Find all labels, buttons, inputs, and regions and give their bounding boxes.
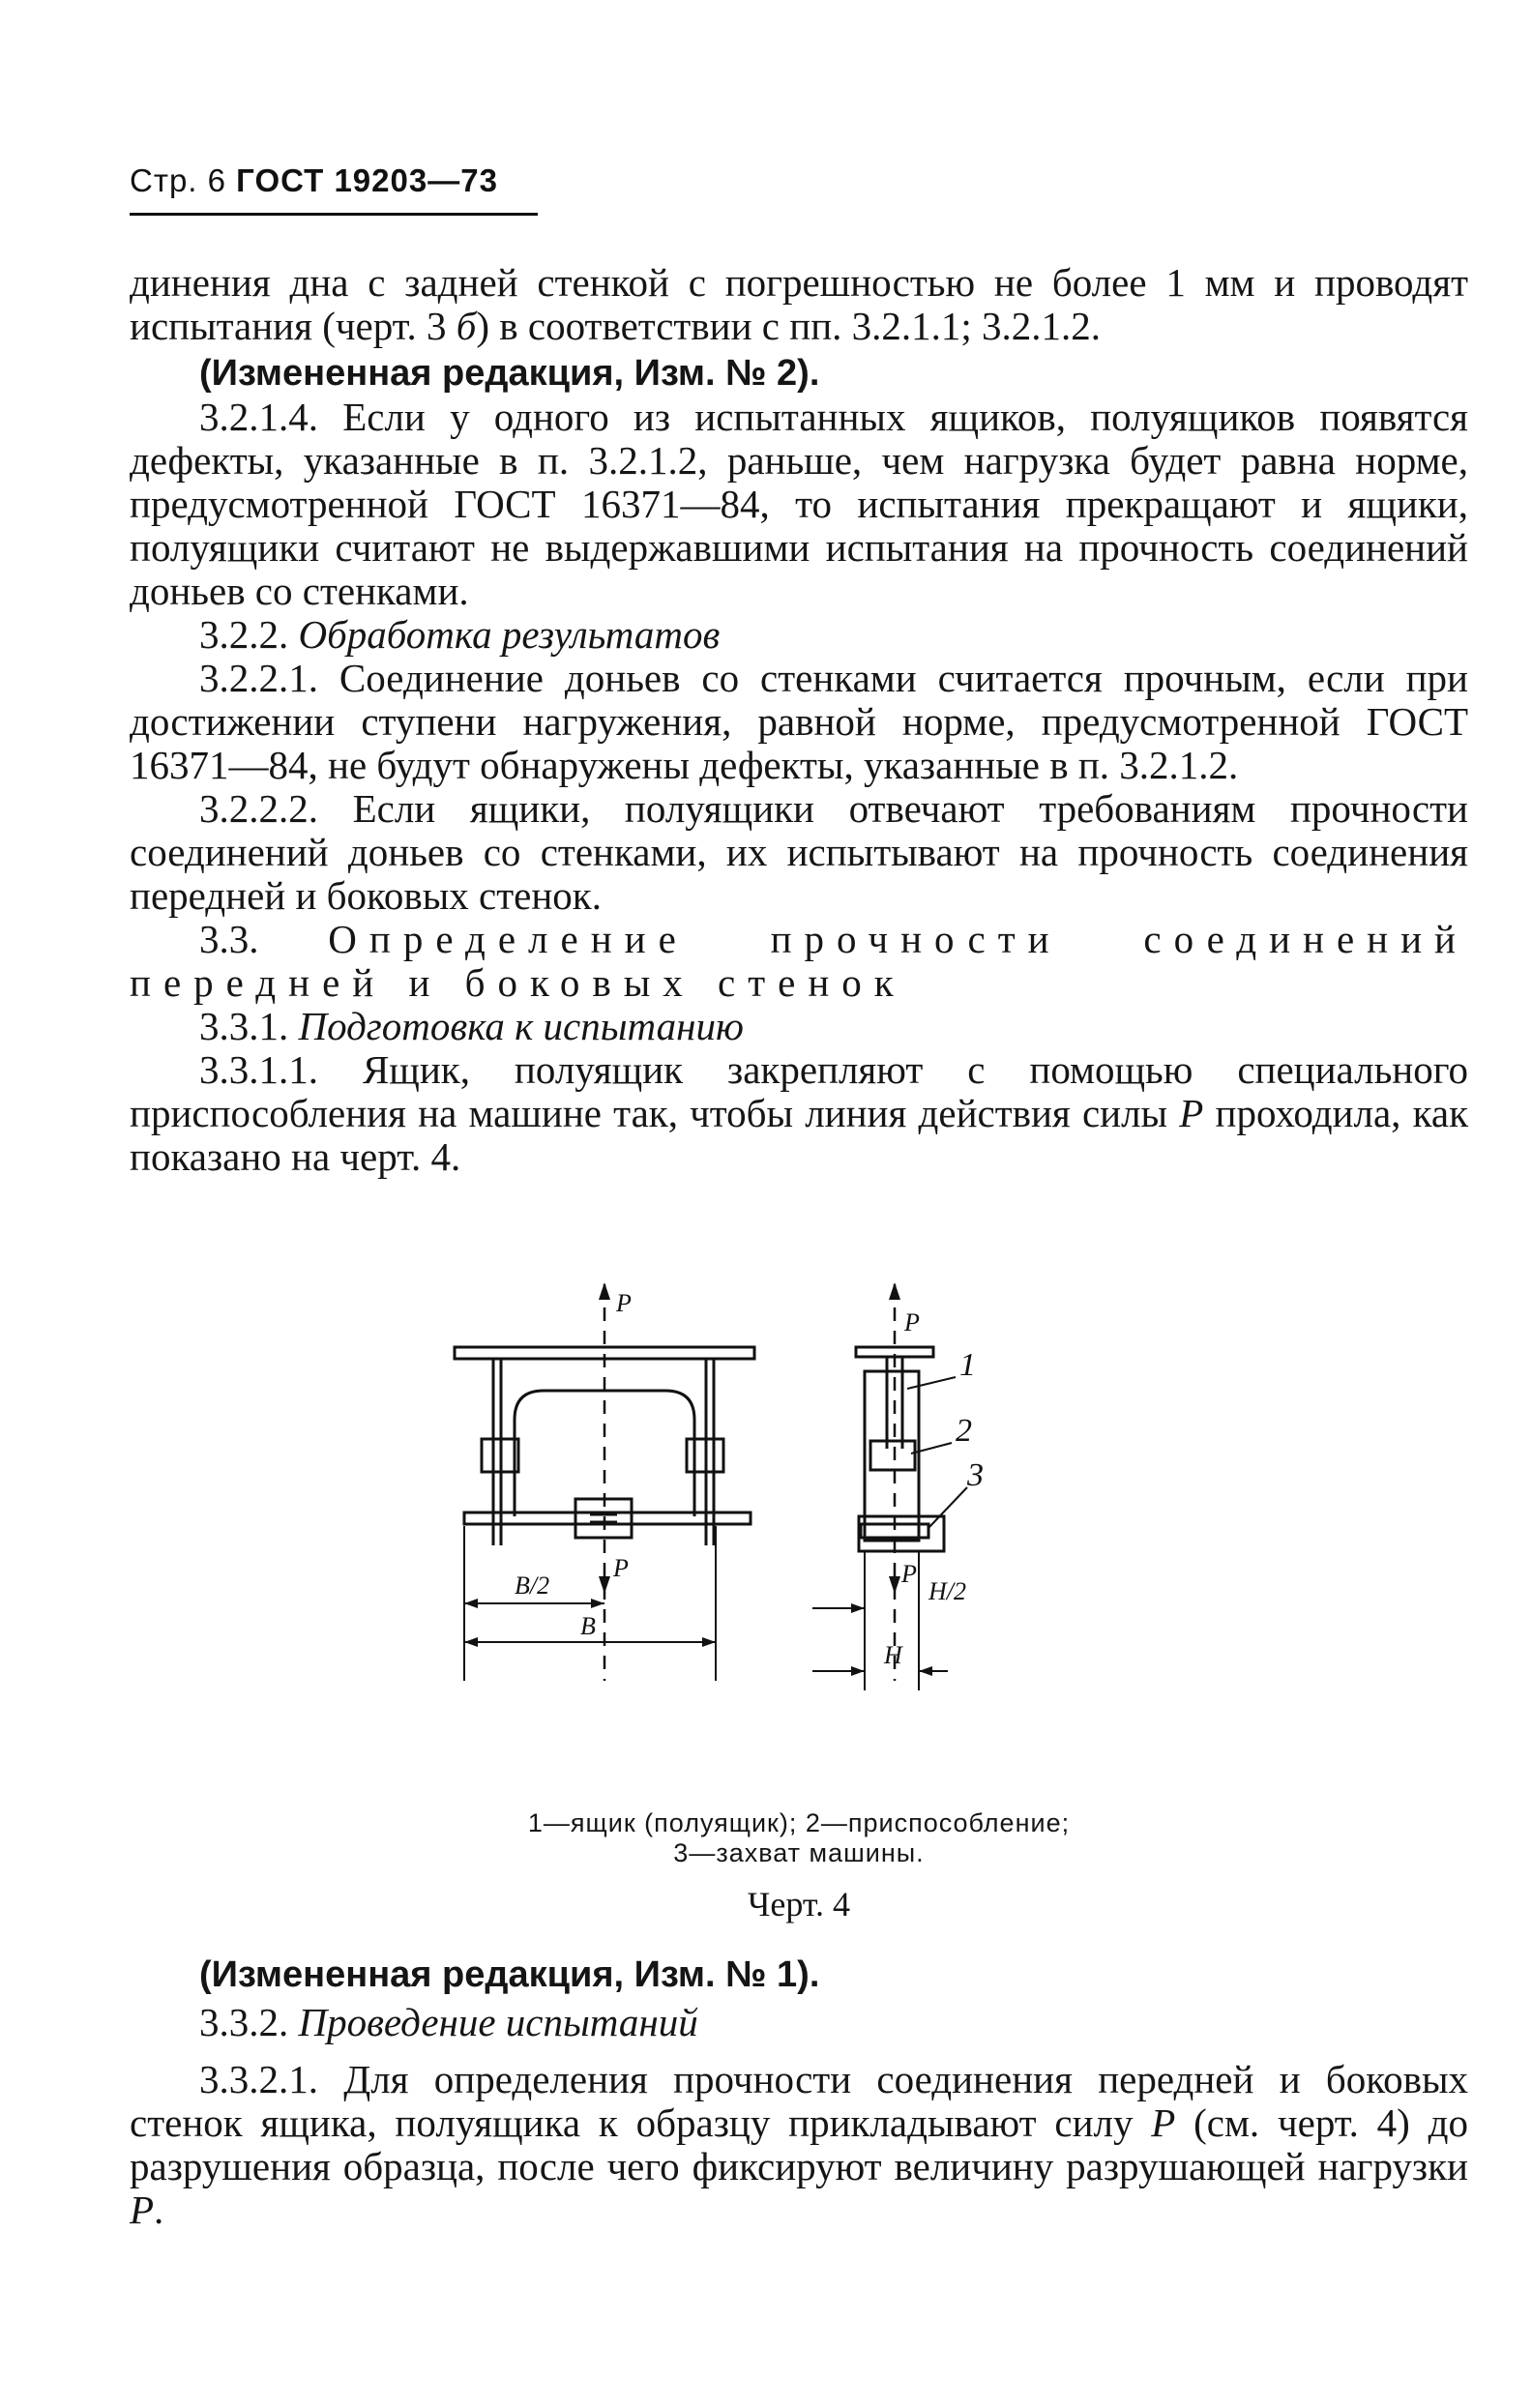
paragraph-3-2-2-2: 3.2.2.2. Если ящики, полуящики отвечают требованиям прочности соединений доньев со стенками, их испытывают на прочность соединения передней и боковых стенок. — [130, 786, 1468, 918]
figure-title: Черт. 4 — [748, 1885, 850, 1923]
label-p-top-left: P — [616, 1289, 632, 1317]
paragraph-3-2-2-1: 3.2.2.1. Соединение доньев со стенками считается прочным, если при достижении ступени нагружения, равной норме, предусмотренной ГОСТ 16371—84, не будут обнаружены дефекты, указанные в п. 3.2.1.2. — [130, 656, 1468, 787]
p9-text: 3.3.1.1. Ящик, полуящик закрепляют с помощью специального приспособления на машине так, чтобы линия действия силы — [130, 1047, 1468, 1135]
callout-2: 2 — [956, 1413, 972, 1449]
p12-text: 3.3.2.1. Для определения прочности соединения передней и боковых стенок ящика, полуящика к образцу прикладывают силу — [130, 2057, 1468, 2145]
p12-italic-1: P — [1151, 2100, 1176, 2145]
section-3-3-2-title: Проведение испытаний — [298, 2000, 698, 2044]
lower-text-block — [130, 1953, 1468, 2232]
section-3-3-number: 3.3. — [199, 917, 329, 961]
p9-italic: P — [1179, 1091, 1204, 1135]
section-3-3 — [130, 918, 1468, 1005]
label-h: H — [884, 1641, 902, 1669]
amendment-note-1: (Измененная редакция, Изм. № 1). — [199, 1954, 820, 1995]
callout-3-leader — [928, 1487, 967, 1528]
label-p-top-right: P — [904, 1308, 920, 1336]
section-3-3-1-number: 3.3.1. — [199, 1004, 299, 1048]
header-rule — [130, 213, 538, 216]
paragraph-3-2-1-4: 3.2.1.4. Если у одного из испытанных ящиков, полуящиков появятся дефекты, указанные в п. 3.2.1.2, раньше, чем нагрузка будет равна норме, предусмотренной ГОСТ 16371—84, то испытания прекращают и ящики, полуящики считают не выдержавшими испытания на прочность соединений доньев со стенками. — [130, 395, 1468, 613]
paragraph-3-3-1-1 — [130, 1048, 1468, 1179]
caption-line-1: 1—ящик (полуящик); 2—приспособление; — [527, 1808, 1071, 1837]
paragraph-continuation — [130, 261, 1468, 348]
p9-tail: проходила, как показано на черт. 4. — [130, 1091, 1468, 1179]
p1-text: динения дна с задней стенкой с погрешностью не более 1 мм и проводят испытания (черт. 3 — [130, 260, 1468, 348]
dim-h-arrow-l — [851, 1666, 865, 1676]
section-3-3-2 — [130, 2001, 1468, 2044]
paragraph-3-3-2-1 — [130, 2058, 1468, 2232]
right-machine-grip — [859, 1516, 944, 1551]
section-3-3-1 — [130, 1005, 1468, 1048]
p1-italic: б — [456, 304, 477, 348]
p12-italic-2: P — [130, 2188, 155, 2232]
dim-h-arrow-r — [919, 1666, 932, 1676]
amendment-note-2: (Измененная редакция, Изм. № 2). — [199, 353, 820, 394]
left-arrow-up — [599, 1282, 610, 1300]
dim-b-half-arrow-l — [464, 1599, 478, 1608]
dim-h-half-arrow — [851, 1603, 865, 1613]
right-arrow-up — [889, 1282, 900, 1300]
dim-b-arrow-r — [702, 1637, 716, 1647]
right-arrow-down — [889, 1576, 900, 1594]
drawing-4 — [406, 1275, 1103, 1729]
drawing-4-svg — [406, 1275, 1103, 1729]
section-3-3-title: Определение прочности соединений передней и боковых стенок — [130, 917, 1468, 1005]
callout-3: 3 — [967, 1457, 984, 1493]
label-b: B — [580, 1612, 596, 1640]
label-p-bottom-right: P — [901, 1560, 917, 1588]
caption-line-2: 3—захват машины. — [673, 1838, 925, 1867]
upper-text-block — [130, 261, 1468, 1179]
page-header — [130, 162, 498, 199]
label-p-bottom-left: P — [613, 1554, 629, 1582]
dim-b-half-arrow-r — [591, 1599, 604, 1608]
callout-1-leader — [907, 1377, 956, 1389]
section-3-2-2-title: Обработка результатов — [298, 612, 721, 657]
dim-b-arrow-l — [464, 1637, 478, 1647]
section-3-3-2-number: 3.3.2. — [199, 2000, 299, 2044]
p12-mid: (см. черт. 4) до разрушения образца, после чего фиксируют величину разрушающей нагрузки — [130, 2100, 1468, 2188]
figure-caption — [130, 1808, 1468, 1868]
section-3-3-1-title: Подготовка к испытанию — [298, 1004, 744, 1048]
left-arrow-down — [599, 1576, 610, 1594]
section-3-2-2 — [130, 613, 1468, 657]
page-number: Стр. 6 — [130, 162, 226, 198]
callout-1: 1 — [959, 1347, 976, 1383]
label-h-half: H/2 — [928, 1577, 966, 1605]
p12-end: . — [154, 2188, 164, 2232]
right-clamp — [870, 1441, 915, 1470]
callout-2-leader — [911, 1443, 952, 1454]
standard-number: ГОСТ 19203—73 — [236, 162, 498, 198]
p1-tail: ) в соответствии с пп. 3.2.1.1; 3.2.1.2. — [476, 304, 1102, 348]
section-3-2-2-number: 3.2.2. — [199, 612, 299, 657]
label-b-half: B/2 — [515, 1571, 550, 1600]
